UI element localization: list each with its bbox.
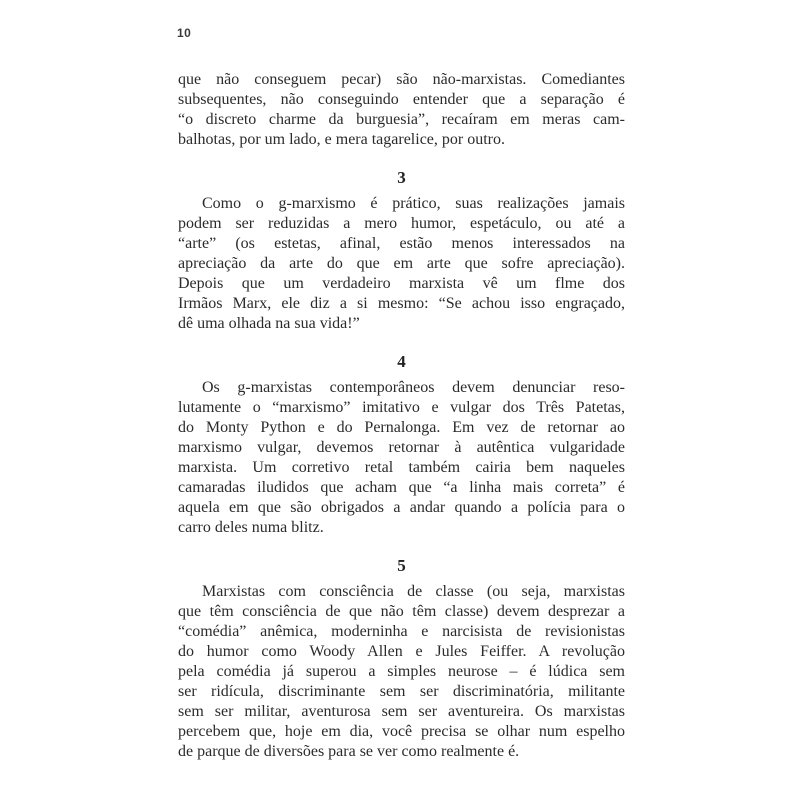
text-line: Depois que um verdadeiro marxista vê um flme dos [178,275,625,292]
text-line: marxista. Um corretivo retal também cairia bem naqueles [178,459,625,476]
text-line: subsequentes, não conseguindo entender que a separação é [178,91,625,108]
paragraph [178,582,625,762]
text-line: percebem que, hoje em dia, você precisa se olhar num espelho [178,723,625,740]
text-line: sem ser militar, aventurosa sem ser aventureira. Os marxistas [178,703,625,720]
text-line: Como o g-marxismo é prático, suas realizações jamais [202,195,625,212]
text-line: podem ser reduzidas a mero humor, espetáculo, ou até a [178,215,625,232]
text-line: de parque de diversões para se ver como realmente é. [178,743,520,760]
text-line: que têm consciência de que não têm classe) devem desprezar a [178,603,625,620]
text-line: “o discreto charme da burguesia”, recaíram em meras cam- [178,111,625,128]
text-line: apreciação da arte do que em arte que sofre apreciação). [178,255,625,272]
text-line: que não conseguem pecar) são não-marxistas. Comediantes [178,71,625,88]
paragraph [178,70,625,150]
page-number: 10 [177,26,192,40]
text-line: dê uma olhada na sua vida!” [178,315,360,332]
text-line: aquela em que são obrigados a andar quando a polícia para o [178,499,625,516]
text-line: lutamente o “marxismo” imitativo e vulgar dos Três Patetas, [178,399,625,416]
section-heading: 3 [397,168,406,187]
text-line: carro deles numa blitz. [178,519,324,536]
text-line: “comédia” anêmica, moderninha e narcisista de revisionistas [178,623,625,640]
section-heading: 4 [397,352,406,371]
text-line: pela comédia já superou a simples neurose – é lúdica sem [178,663,625,680]
section-heading: 5 [397,556,406,575]
paragraph [178,378,625,538]
text-line: ser ridícula, discriminante sem ser discriminatória, militante [178,683,625,700]
text-line: Irmãos Marx, ele diz a si mesmo: “Se achou isso engraçado, [178,295,625,312]
text-line: do humor como Woody Allen e Jules Feiffer. A revolução [178,643,625,660]
text-line: balhotas, por um lado, e mera tagarelice, por outro. [178,131,505,148]
text-line: Os g-marxistas contemporâneos devem denunciar reso- [202,379,625,396]
text-line: “arte” (os estetas, afinal, estão menos interessados na [178,235,625,252]
text-line: camaradas iludidos que acham que “a linha mais correta” é [178,479,625,496]
text-line: do Monty Python e do Pernalonga. Em vez de retornar ao [178,419,625,436]
text-column [178,70,625,762]
text-line: Marxistas com consciência de classe (ou seja, marxistas [202,583,625,600]
text-line: marxismo vulgar, devemos retornar à autêntica vulgaridade [178,439,625,456]
paragraph [178,194,625,334]
